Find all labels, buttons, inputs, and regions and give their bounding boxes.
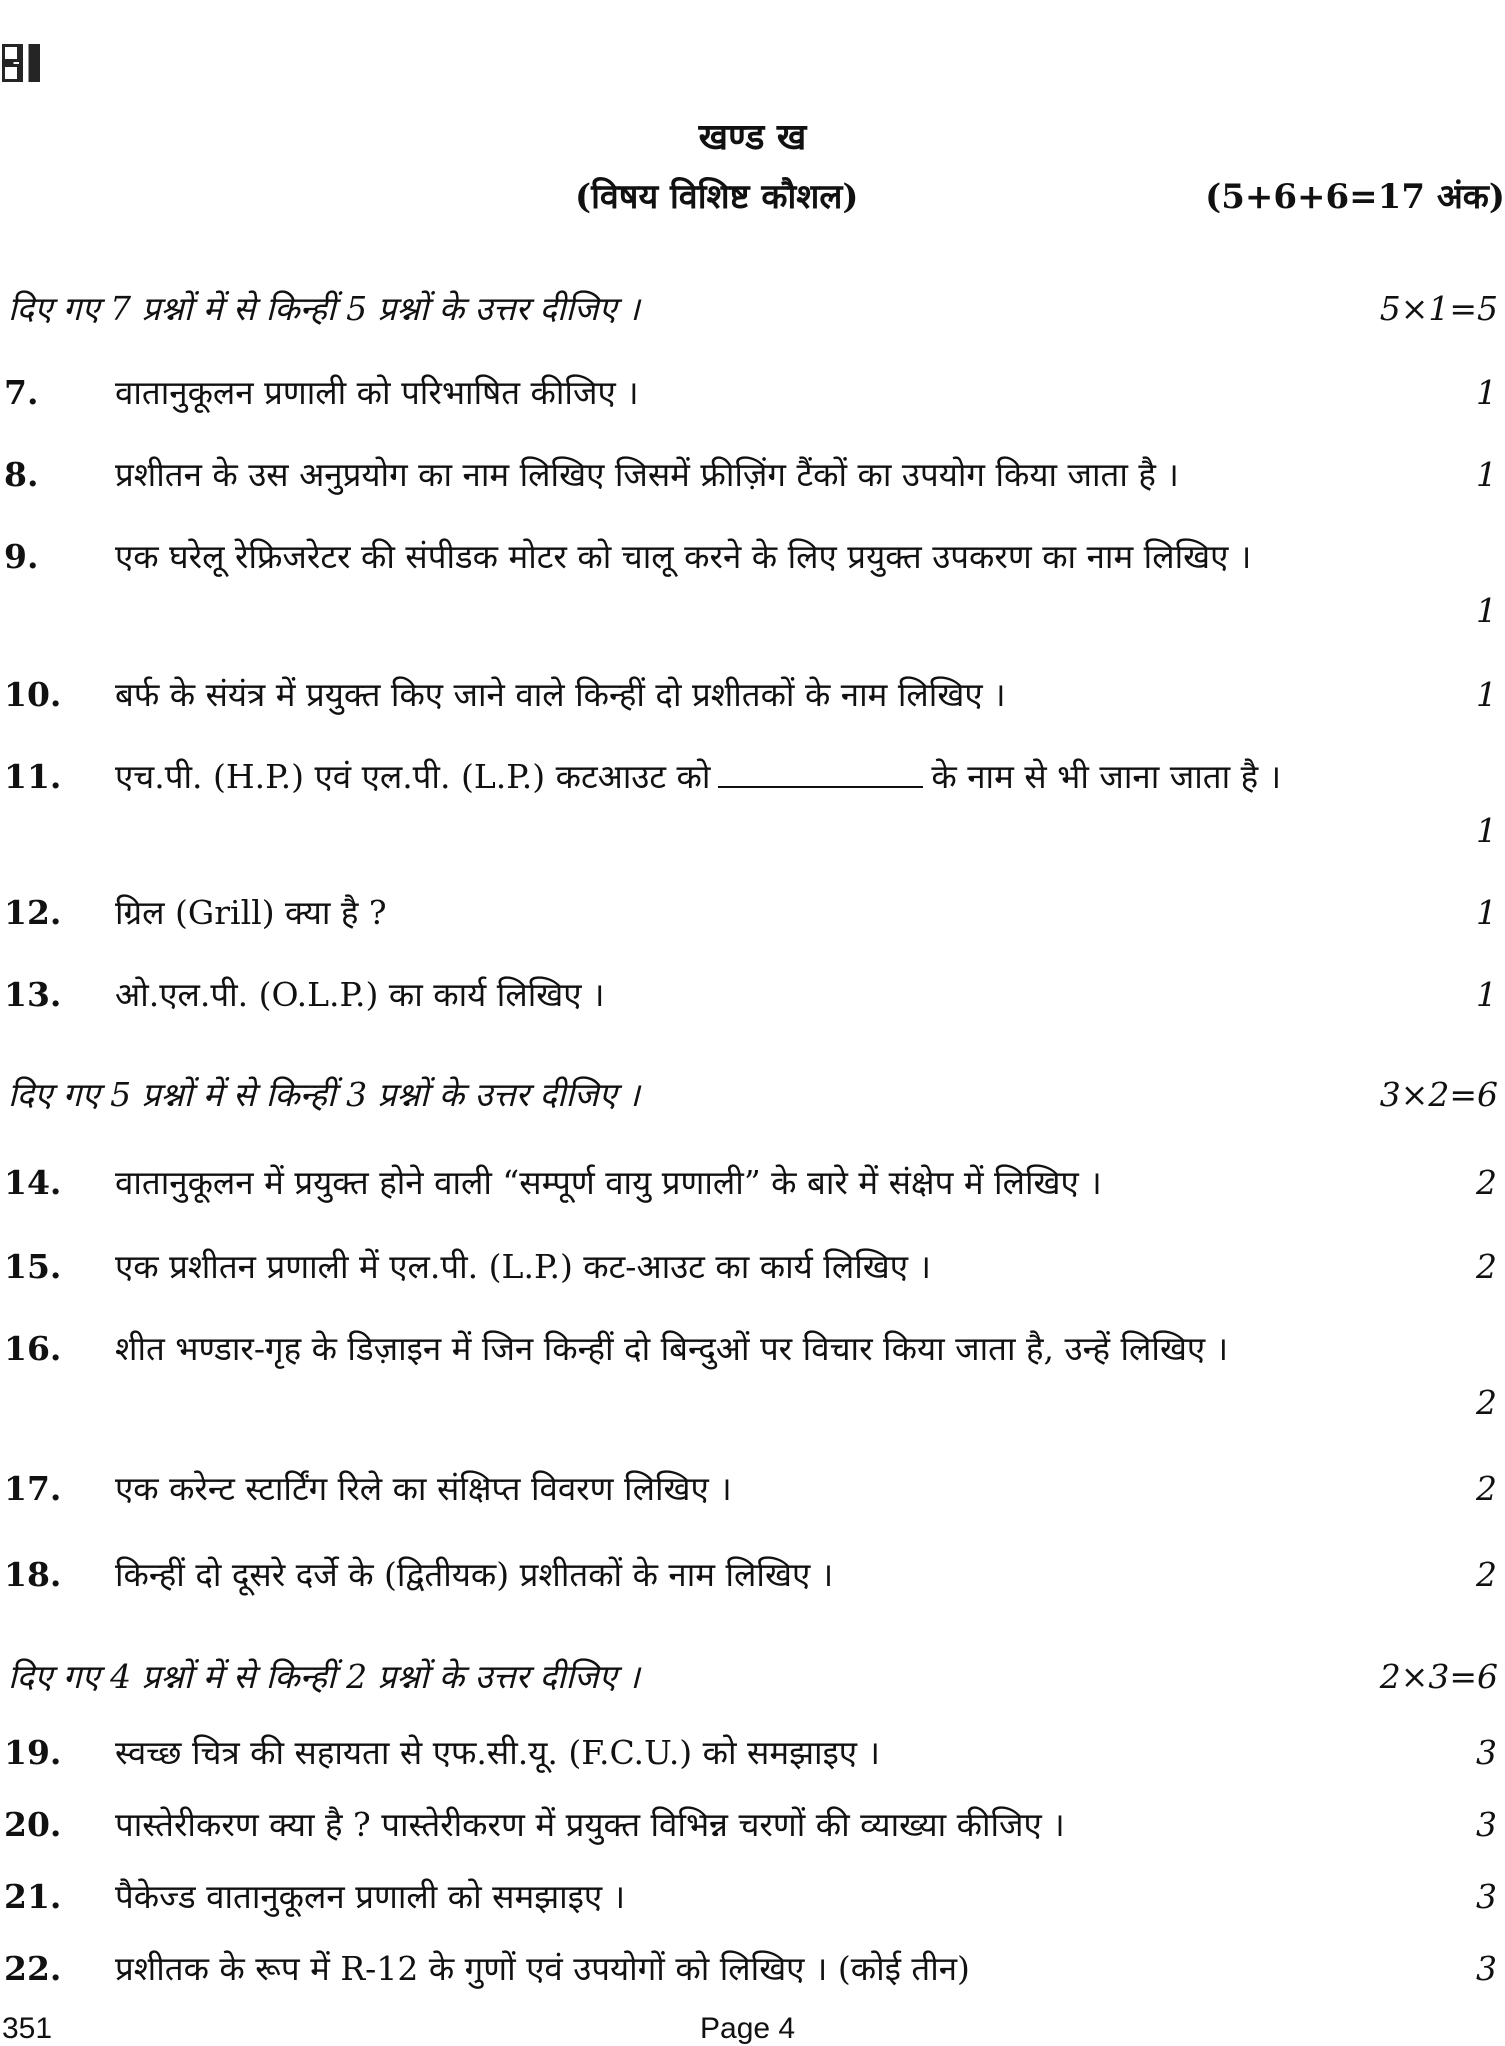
question-marks: 2 [1476,1555,1497,1594]
group-instruction-text: दिए गए 4 प्रश्नों में से किन्हीं 2 प्रश्नों के उत्तर दीजिए । [8,1657,640,1696]
qr-code [2,44,40,82]
group-instruction-text: दिए गए 7 प्रश्नों में से किन्हीं 5 प्रश्नों के उत्तर दीजिए । [8,289,640,328]
page-footer [0,2012,1505,2045]
question-text: प्रशीतन के उस अनुप्रयोग का नाम लिखिए जिसमें फ्रीज़िंग टैंकों का उपयोग किया जाता है । [115,455,1179,494]
question-marks: 1 [1476,975,1497,1014]
question-text [115,750,1415,804]
group-instruction-1 [8,286,1498,332]
question-number: 13. [4,975,62,1014]
question-marks: 1 [1476,893,1497,932]
question-marks: 1 [1476,811,1497,850]
question-text: वातानुकूलन में प्रयुक्त होने वाली “सम्पूर्ण वायु प्रणाली” के बारे में संक्षेप में लिखिए । [115,1163,1102,1202]
question-text: एक घरेलू रेफ्रिजरेटर की संपीडक मोटर को चालू करने के लिए प्रयुक्त उपकरण का नाम लिखिए । [115,537,1252,576]
question-number: 12. [4,893,62,932]
question-marks: 2 [1476,1247,1497,1286]
question-marks: 3 [1476,1733,1497,1772]
group-instruction-text: दिए गए 5 प्रश्नों में से किन्हीं 3 प्रश्नों के उत्तर दीजिए । [8,1075,640,1114]
question-marks: 3 [1476,1949,1497,1988]
question-text: ग्रिल (Grill) क्या है ? [115,893,387,932]
page-number: Page 4 [700,2012,796,2045]
fill-in-blank [718,756,923,788]
group-allocation: 2×3=6 [1379,1657,1498,1696]
question-text: पैकेज्ड वातानुकूलन प्रणाली को समझाइए । [115,1877,626,1916]
group-allocation: 3×2=6 [1379,1075,1498,1114]
question-text: शीत भण्डार-गृह के डिज़ाइन में जिन किन्हीं दो बिन्दुओं पर विचार किया जाता है, उन्हें लिखिए । [115,1329,1229,1368]
question-marks: 2 [1476,1469,1497,1508]
group-instruction-3 [8,1654,1498,1700]
question-text: पास्तेरीकरण क्या है ? पास्तेरीकरण में प्रयुक्त विभिन्न चरणों की व्याख्या कीजिए । [115,1805,1065,1844]
question-number: 10. [4,675,62,714]
question-marks: 3 [1476,1805,1497,1844]
question-number: 19. [4,1733,62,1772]
question-marks: 1 [1476,591,1497,630]
question-number: 7. [4,373,39,412]
paper-code: 351 [2,2012,53,2045]
question-number: 8. [4,455,39,494]
question-marks: 1 [1476,373,1497,412]
question-number: 11. [4,757,62,796]
section-subtitle: (विषय विशिष्ट कौशल) [575,177,859,217]
question-text: बर्फ के संयंत्र में प्रयुक्त किए जाने वाले किन्हीं दो प्रशीतकों के नाम लिखिए । [115,675,1006,714]
question-marks: 2 [1476,1163,1497,1202]
question-marks: 1 [1476,675,1497,714]
question-text: वातानुकूलन प्रणाली को परिभाषित कीजिए । [115,373,639,412]
question-marks: 2 [1476,1383,1497,1422]
section-title: खण्ड ख [698,116,807,158]
question-text-before-blank: एच.पी. (H.P.) एवं एल.पी. (L.P.) कटआउट को [115,757,711,796]
question-number: 17. [4,1469,62,1508]
question-text: ओ.एल.पी. (O.L.P.) का कार्य लिखिए । [115,975,605,1014]
question-number: 20. [4,1805,62,1844]
question-text: प्रशीतक के रूप में R-12 के गुणों एवं उपयोगों को लिखिए । (कोई तीन) [115,1949,970,1988]
question-text: स्वच्छ चित्र की सहायता से एफ.सी.यू. (F.C.U.) को समझाइए । [115,1733,881,1772]
group-instruction-2 [8,1072,1498,1118]
question-text: एक प्रशीतन प्रणाली में एल.पी. (L.P.) कट-आउट का कार्य लिखिए । [115,1247,931,1286]
question-number: 21. [4,1877,62,1916]
question-text: एक करेन्ट स्टार्टिंग रिले का संक्षिप्त विवरण लिखिए । [115,1469,732,1508]
question-text-after-blank: के नाम से भी जाना जाता है । [931,757,1282,796]
question-number: 14. [4,1163,62,1202]
question-number: 16. [4,1329,62,1368]
question-marks: 3 [1476,1877,1497,1916]
section-marks: (5+6+6=17 अंक) [1205,177,1505,217]
question-text: किन्हीं दो दूसरे दर्जे के (द्वितीयक) प्रशीतकों के नाम लिखिए । [115,1555,834,1594]
group-allocation: 5×1=5 [1379,289,1498,328]
question-marks: 1 [1476,455,1497,494]
question-number: 9. [4,537,39,576]
question-number: 18. [4,1555,62,1594]
question-number: 22. [4,1949,62,1988]
question-number: 15. [4,1247,62,1286]
